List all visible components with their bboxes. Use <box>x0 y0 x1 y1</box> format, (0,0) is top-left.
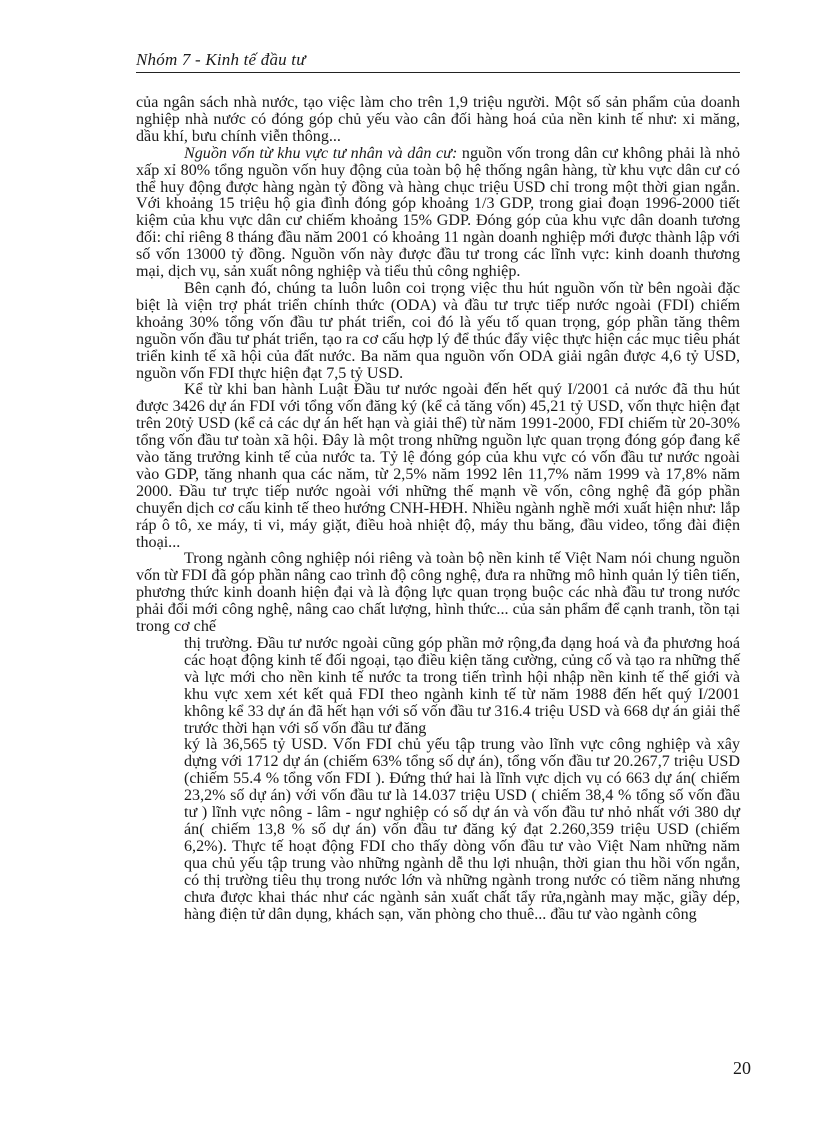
paragraph-body: nguồn vốn trong dân cư không phải là nhỏ xấp xỉ 80% tổng nguồn vốn huy động của toàn bộ hệ thống ngân hàng, từ khu vực dân cư có thể huy động được hàng ngàn tỷ đồng và hàng chục triệu USD chỉ trong một thời gian ngắn. Với khoảng 15 triệu hộ gia đình đóng góp khoảng 1/3 GDP, trong giai đoạn 1996-2000 tiết kiệm của khu vực dân cư chiếm khoảng 15% GDP. Đóng góp của khu vực dân doanh tương đối: chỉ riêng 8 tháng đầu năm 2001 có khoảng 11 ngàn doanh nghiệp mới được thành lập với số vốn 13000 tỷ đồng. Nguồn vốn này được đầu tư trong các lĩnh vực: kinh doanh thương mại, dịch vụ, sản xuất nông nghiệp và tiểu thủ công nghiệp. <box>136 144 741 281</box>
paragraph-lead-phrase: Nguồn vốn từ khu vực tư nhân và dân cư: <box>184 144 458 162</box>
header-title: Nhóm 7 - Kinh tế đầu tư <box>136 50 306 69</box>
page-header <box>136 50 740 73</box>
paragraph-fdi-linh-vuc: ký là 36,565 tỷ USD. Vốn FDI chủ yếu tập trung vào lĩnh vực công nghiệp và xây dựng với 1712 dự án (chiếm 63% tổng số dự án), tổng vốn đầu tư 20.267,7 triệu USD (chiếm 55.4 % tổng vốn FDI ). Đứng thứ hai là lĩnh vực dịch vụ có 663 dự án( chiếm 23,2% số dự án) với vốn đầu tư là 14.037 triệu USD ( chiếm 38,4 % tổng số vốn đầu tư ) lĩnh vực nông - lâm - ngư nghiệp có số dự án và vốn đầu tư nhỏ nhất với 380 dự án( chiếm 13,8 % số dự án) vốn đầu tư đăng ký đạt 2.260,359 triệu USD (chiếm 6,2%). Thực tế hoạt động FDI cho thấy dòng vốn đầu tư vào Việt Nam những năm qua chủ yếu tập trung vào những ngành dễ thu lợi nhuận, thời gian thu hồi vốn ngắn, có thị trường tiêu thụ trong nước lớn và những ngành trong nước có tiềm năng nhưng chưa được khai thác như các ngành sản xuất chất tẩy rửa,ngành may mặc, giầy dép, hàng điện tử dân dụng, khách sạn, văn phòng cho thuê... đầu tư vào ngành công <box>184 736 740 923</box>
paragraph-oda-fdi: Bên cạnh đó, chúng ta luôn luôn coi trọng việc thu hút nguồn vốn từ bên ngoài đặc biệt là viện trợ phát triển chính thức (ODA) và đầu tư trực tiếp nước ngoài (FDI) chiếm khoảng 30% tổng vốn đầu tư phát triển, coi đó là yếu tố quan trọng, góp phần tăng thêm nguồn vốn đầu tư phát triển, tạo ra cơ cấu hợp lý để thúc đẩy việc thực hiện các mục tiêu phát triển kinh tế xã hội của đất nước. Ba năm qua nguồn vốn ODA giải ngân được 4,6 tỷ USD, nguồn vốn FDI thực hiện đạt 7,5 tỷ USD. <box>136 279 740 382</box>
paragraph-nganh-cong-nghiep: Trong ngành công nghiệp nói riêng và toàn bộ nền kinh tế Việt Nam nói chung nguồn vốn từ FDI đã góp phần nâng cao trình độ công nghệ, đưa ra những mô hình quản lý tiên tiến, phương thức kinh doanh hiện đại và là động lực quan trọng buộc các nhà đầu tư trong nước phải đổi mới công nghệ, nâng cao chất lượng, hình thức... của sản phẩm để cạnh tranh, tồn tại trong cơ chế <box>136 550 740 636</box>
paragraph-nguon-von-tu-nhan <box>136 146 740 281</box>
paragraph-ngan-sach: của ngân sách nhà nước, tạo việc làm cho trên 1,9 triệu người. Một số sản phẩm của doanh nghiệp nhà nước có đóng góp chủ yếu vào cân đối hàng hoá của nền kinh tế như: xi măng, dầu khí, bưu chính viễn thông... <box>136 94 740 145</box>
paragraph-thi-truong: thị trường. Đầu tư nước ngoài cũng góp phần mở rộng,đa dạng hoá và đa phương hoá các hoạt động kinh tế đối ngoại, tạo điều kiện tăng cường, củng cố và tạo ra những thế và lực mới cho nền kinh tế nước ta trong tiến trình hội nhập nền kinh tế thế giới và khu vực xem xét kết quả FDI theo ngành kinh tế từ năm 1988 đến hết quý I/2001 không kể 33 dự án đã hết hạn với số vốn đầu tư 316.4 triệu USD và 668 dự án giải thể trước thời hạn với số vốn đầu tư đăng <box>184 635 740 737</box>
document-body <box>136 95 740 923</box>
paragraph-luat-dau-tu: Kể từ khi ban hành Luật Đầu tư nước ngoài đến hết quý I/2001 cả nước đã thu hút được 3426 dự án FDI với tổng vốn đăng ký (kể cả tăng vốn) 45,21 tỷ USD, vốn thực hiện đạt trên 20tỷ USD (kể cả các dự án hết hạn và giải thể) từ năm 1991-2000, FDI chiếm từ 20-30% tổng vốn đầu tư toàn xã hội. Đây là một trong những nguồn lực quan trọng đóng góp đang kể vào tăng trưởng kinh tế của nước ta. Tỷ lệ đóng góp của khu vực có vốn đầu tư nước ngoài vào GDP, tăng nhanh qua các năm, từ 2,5% năm 1992 lên 11,7% năm 1999 và 17,8% năm 2000. Đầu tư trực tiếp nước ngoài với những thế mạnh về vốn, công nghệ đã góp phần chuyển dịch cơ cấu kinh tế theo hướng CNH-HĐH. Nhiều ngành nghề mới xuất hiện như: lắp ráp ô tô, xe máy, ti vi, máy giặt, điều hoà nhiệt độ, máy thu băng, đầu video, tổng đài điện thoại... <box>136 381 740 551</box>
page-number: 20 <box>733 1058 751 1078</box>
